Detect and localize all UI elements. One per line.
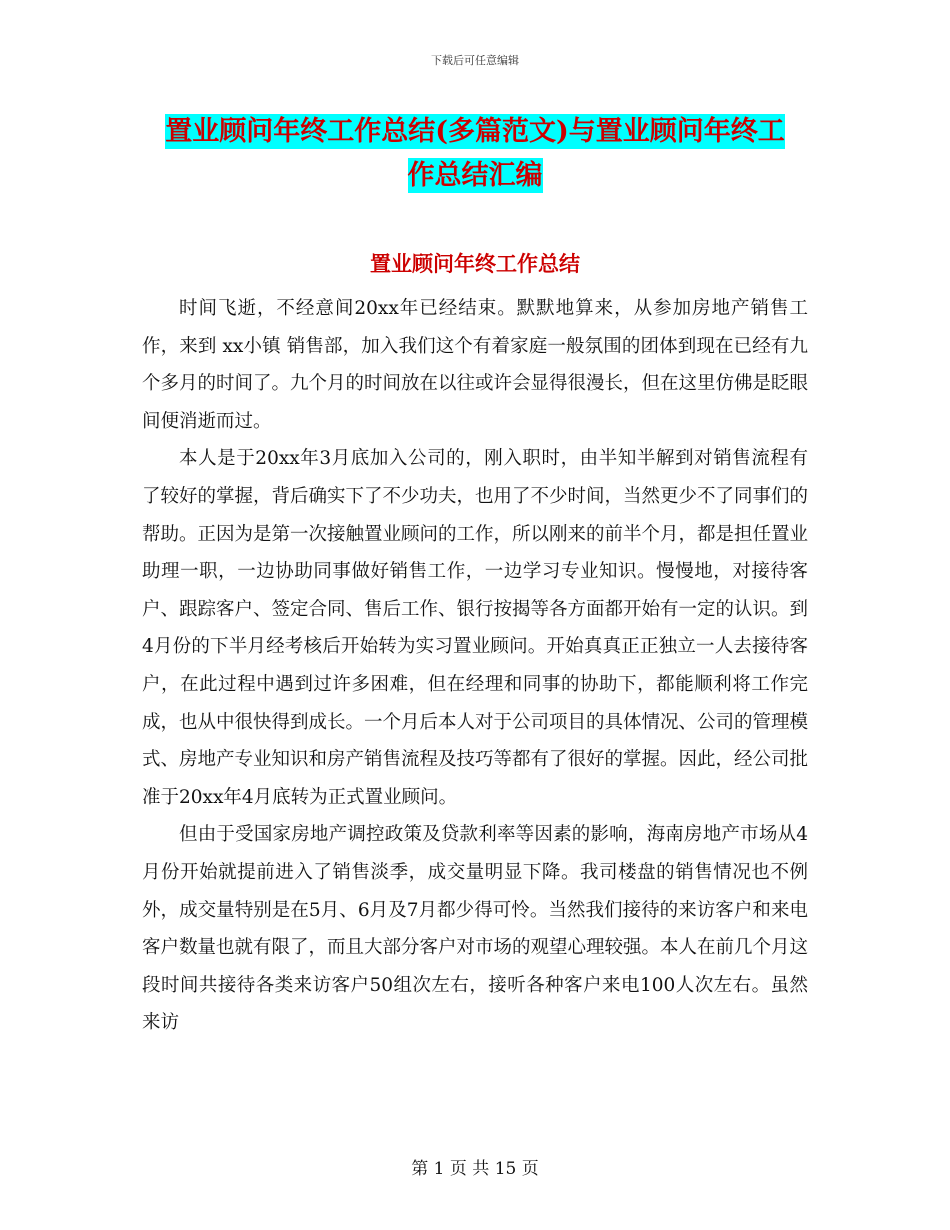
paragraph: 本人是于20xx年3月底加入公司的，刚入职时，由半知半解到对销售流程有了较好的掌握，背后确实下了不少功夫，也用了不少时间，当然更少不了同事们的帮助。正因为是第一次接触置业顾问的工作，所以刚来的前半个月，都是担任置业助理一职，一边协助同事做好销售工作，一边学习专业知识。慢慢地，对接待客户、跟踪客户、签定合同、售后工作、银行按揭等各方面都开始有一定的认识。到4月份的下半月经考核后开始转为实习置业顾问。开始真真正正独立一人去接待客户，在此过程中遇到过许多困难，但在经理和同事的协助下，都能顺利将工作完成，也从中很快得到成长。一个月后本人对于公司项目的具体情况、公司的管理模式、房地产专业知识和房产销售流程及技巧等都有了很好的掌握。因此，经公司批准于20xx年4月底转为正式置业顾问。 xyxy=(142,448,809,808)
header-note: 下载后可任意编辑 xyxy=(431,54,519,67)
body-text xyxy=(142,290,808,1042)
paragraph: 但由于受国家房地产调控政策及贷款利率等因素的影响，海南房地产市场从4月份开始就提前进入了销售淡季，成交量明显下降。我司楼盘的销售情况也不例外，成交量特别是在5月、6月及7月都少得可怜。当然我们接待的来访客户和来电客户数量也就有限了，而且大部分客户对市场的观望心理较强。本人在前几个月这段时间共接待各类来访客户50组次左右，接听各种客户来电100人次左右。虽然来访 xyxy=(142,824,809,1034)
title-line-1: 置业顾问年终工作总结(多篇范文)与置业顾问年终工 xyxy=(165,116,785,147)
title-line-2: 作总结汇编 xyxy=(407,160,543,191)
document-title xyxy=(140,110,810,198)
page-indicator: 第 1 页 共 15 页 xyxy=(411,1159,539,1179)
section-title: 置业顾问年终工作总结 xyxy=(370,251,580,276)
paragraph: 时间飞逝，不经意间20xx年已经结束。默默地算来，从参加房地产销售工作，来到 xx小镇 销售部，加入我们这个有着家庭一般氛围的团体到现在已经有九个多月的时间了。九个月的时间放在以往或许会显得很漫长，但在这里仿佛是眨眼间便消逝而过。 xyxy=(142,298,809,432)
